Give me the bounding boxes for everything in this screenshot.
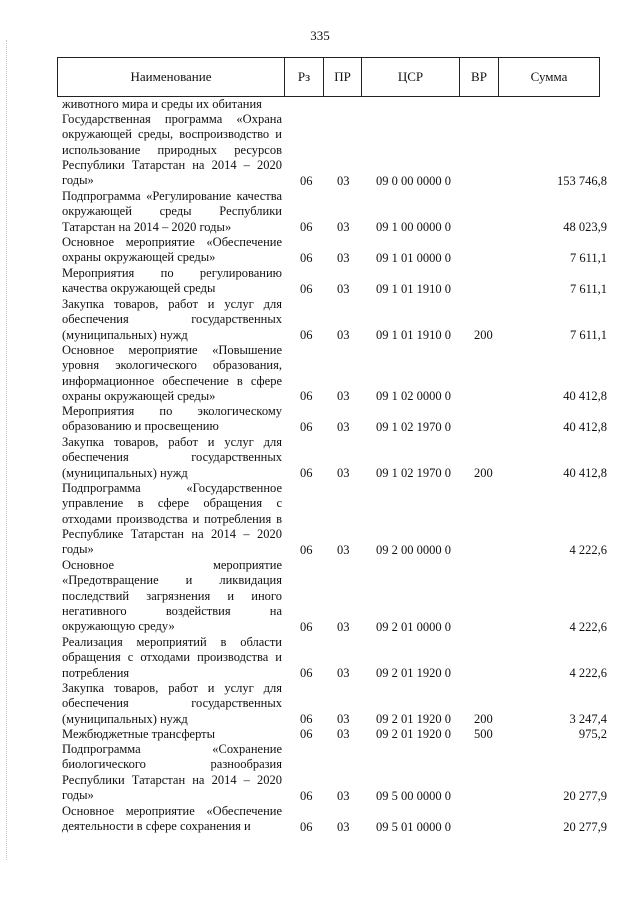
row-csr: 09 1 01 0000 0 — [376, 250, 451, 265]
table-row — [0, 112, 640, 189]
row-sum: 4 222,6 — [569, 665, 607, 680]
table-row — [0, 727, 640, 742]
row-csr: 09 5 01 0000 0 — [376, 819, 451, 834]
row-csr: 09 2 01 1920 0 — [376, 665, 451, 680]
row-rz: 06 — [300, 711, 313, 726]
row-csr: 09 2 01 1920 0 — [376, 711, 451, 726]
row-rz: 06 — [300, 542, 313, 557]
row-pr: 03 — [337, 250, 350, 265]
row-rz: 06 — [300, 788, 313, 803]
row-csr: 09 1 02 0000 0 — [376, 388, 451, 403]
row-pr: 03 — [337, 388, 350, 403]
header-vr: ВР — [460, 58, 499, 97]
table-row — [0, 481, 640, 558]
row-sum: 975,2 — [578, 726, 607, 741]
row-pr: 03 — [337, 219, 350, 234]
table-row — [0, 558, 640, 635]
row-name: Подпрограмма «Регулирование качества окружающей среды Республики Татарстан на 2014 – 2020 годы» — [62, 189, 282, 234]
row-csr: 09 5 00 0000 0 — [376, 788, 451, 803]
row-name: Реализация мероприятий в области обращения с отходами производства и потребления — [62, 635, 282, 680]
row-sum: 4 222,6 — [569, 619, 607, 634]
row-sum: 7 611,1 — [569, 327, 607, 342]
row-csr: 09 1 01 1910 0 — [376, 281, 451, 296]
row-sum: 7 611,1 — [569, 250, 607, 265]
row-sum: 7 611,1 — [569, 281, 607, 296]
row-pr: 03 — [337, 327, 350, 342]
row-pr: 03 — [337, 173, 350, 188]
row-csr: 09 2 00 0000 0 — [376, 542, 451, 557]
row-name: Закупка товаров, работ и услуг для обеспечения государственных (муниципальных) нужд — [62, 681, 282, 726]
row-sum: 20 277,9 — [563, 788, 607, 803]
row-name: Подпрограмма «Государственное управление в сфере обращения с отходами производства и потребления в Республике Татарстан на 2014 – 2020 годы» — [62, 481, 282, 557]
table-row — [0, 235, 640, 266]
row-pr: 03 — [337, 419, 350, 434]
row-name: Закупка товаров, работ и услуг для обеспечения государственных (муниципальных) нужд — [62, 297, 282, 342]
row-rz: 06 — [300, 419, 313, 434]
table-row — [0, 404, 640, 435]
row-rz: 06 — [300, 465, 313, 480]
row-rz: 06 — [300, 819, 313, 834]
table-row — [0, 189, 640, 235]
row-pr: 03 — [337, 788, 350, 803]
row-name: Государственная программа «Охрана окружающей среды, воспроизводство и использование природных ресурсов Республики Татарстан на 2014 – 2020 годы» — [62, 112, 282, 188]
row-rz: 06 — [300, 619, 313, 634]
row-pr: 03 — [337, 711, 350, 726]
table-row — [0, 804, 640, 835]
row-name: Мероприятия по экологическому образованию и просвещению — [62, 404, 282, 434]
row-name: животного мира и среды их обитания — [62, 97, 262, 111]
row-rz: 06 — [300, 327, 313, 342]
row-csr: 09 1 00 0000 0 — [376, 219, 451, 234]
row-csr: 09 1 02 1970 0 — [376, 419, 451, 434]
budget-rows — [0, 97, 640, 835]
row-csr: 09 0 00 0000 0 — [376, 173, 451, 188]
header-sum: Сумма — [499, 58, 600, 97]
row-pr: 03 — [337, 542, 350, 557]
table-row — [0, 435, 640, 481]
row-sum: 3 247,4 — [569, 711, 607, 726]
row-pr: 03 — [337, 726, 350, 741]
row-sum: 40 412,8 — [563, 465, 607, 480]
row-vr: 200 — [474, 711, 493, 726]
table-row — [0, 97, 640, 112]
row-sum: 20 277,9 — [563, 819, 607, 834]
row-name: Закупка товаров, работ и услуг для обеспечения государственных (муниципальных) нужд — [62, 435, 282, 480]
row-vr: 200 — [474, 327, 493, 342]
row-name: Межбюджетные трансферты — [62, 727, 216, 741]
row-csr: 09 2 01 1920 0 — [376, 726, 451, 741]
table-row — [0, 343, 640, 404]
table-row — [0, 681, 640, 727]
row-vr: 500 — [474, 726, 493, 741]
row-sum: 4 222,6 — [569, 542, 607, 557]
row-pr: 03 — [337, 619, 350, 634]
row-vr: 200 — [474, 465, 493, 480]
row-name: Основное мероприятие «Предотвращение и ликвидация последствий загрязнения и иного негативного воздействия на окружающую среду» — [62, 558, 282, 634]
row-pr: 03 — [337, 819, 350, 834]
row-rz: 06 — [300, 281, 313, 296]
row-sum: 40 412,8 — [563, 388, 607, 403]
row-csr: 09 2 01 0000 0 — [376, 619, 451, 634]
header-rz: Рз — [285, 58, 324, 97]
row-name: Основное мероприятие «Обеспечение охраны окружающей среды» — [62, 235, 282, 265]
table-row — [0, 635, 640, 681]
row-csr: 09 1 01 1910 0 — [376, 327, 451, 342]
table-header — [57, 57, 600, 97]
row-rz: 06 — [300, 665, 313, 680]
header-pr: ПР — [324, 58, 362, 97]
page-number: 335 — [310, 28, 330, 43]
table-row — [0, 742, 640, 804]
row-sum: 48 023,9 — [563, 219, 607, 234]
row-name: Подпрограмма «Сохранение биологического разнообразия Республики Татарстан на 2014 – 2020 годы» — [62, 742, 282, 802]
row-pr: 03 — [337, 281, 350, 296]
row-name: Основное мероприятие «Обеспечение деятельности в сфере сохранения и — [62, 804, 282, 834]
row-rz: 06 — [300, 219, 313, 234]
header-csr: ЦСР — [362, 58, 460, 97]
row-sum: 40 412,8 — [563, 419, 607, 434]
table-row — [0, 266, 640, 297]
row-csr: 09 1 02 1970 0 — [376, 465, 451, 480]
table-row — [0, 297, 640, 343]
row-pr: 03 — [337, 665, 350, 680]
row-name: Мероприятия по регулированию качества окружающей среды — [62, 266, 282, 296]
row-rz: 06 — [300, 388, 313, 403]
header-name: Наименование — [58, 58, 285, 97]
row-name: Основное мероприятие «Повышение уровня экологического образования, информационное обеспечение в сфере охраны окружающей среды» — [62, 343, 282, 403]
row-sum: 153 746,8 — [557, 173, 607, 188]
row-rz: 06 — [300, 250, 313, 265]
row-rz: 06 — [300, 726, 313, 741]
row-rz: 06 — [300, 173, 313, 188]
row-pr: 03 — [337, 465, 350, 480]
